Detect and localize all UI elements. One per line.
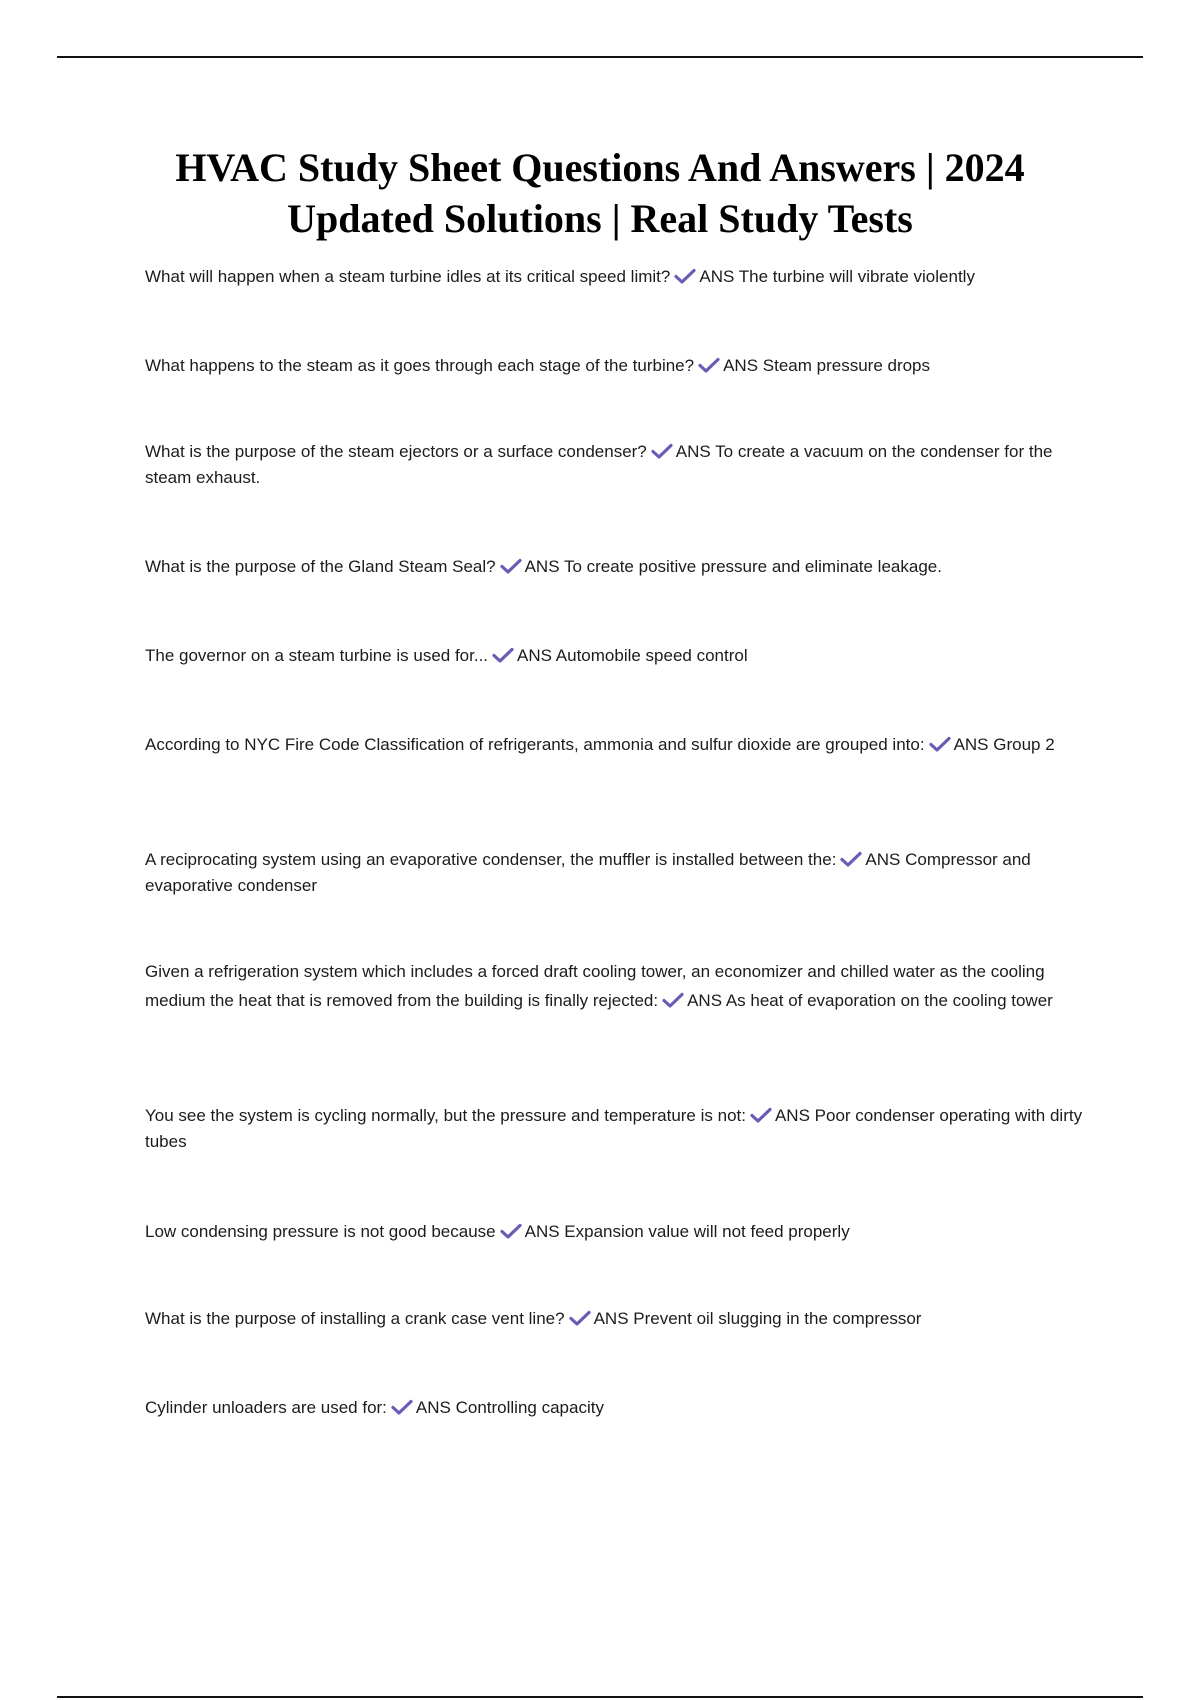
answer-text: ANS Compressor and evaporative condenser [145,850,1031,895]
checkmark-icon [674,268,696,284]
checkmark-icon [698,357,720,373]
checkmark-icon [492,647,514,663]
question-text: What happens to the steam as it goes through each stage of the turbine? [145,356,695,375]
answer-text: ANS Prevent oil slugging in the compressor [593,1309,922,1328]
qa-item [145,1306,1085,1332]
question-text: What is the purpose of the Gland Steam Seal? [145,557,496,576]
qa-item [145,353,1085,379]
qa-item [145,957,1085,1015]
bottom-rule [57,1696,1143,1698]
question-text: What is the purpose of the steam ejectors or a surface condenser? [145,442,647,461]
checkmark-icon [569,1310,591,1326]
question-text: What is the purpose of installing a crank case vent line? [145,1309,565,1328]
answer-text: ANS Expansion value will not feed properly [524,1222,850,1241]
question-text: Cylinder unloaders are used for: [145,1398,387,1417]
question-text: According to NYC Fire Code Classification of refrigerants, ammonia and sulfur dioxide are grouped into: [145,735,925,754]
checkmark-icon [500,558,522,574]
checkmark-icon [500,1223,522,1239]
checkmark-icon [662,992,684,1008]
question-text: The governor on a steam turbine is used for... [145,646,489,665]
checkmark-icon [840,851,862,867]
answer-text: ANS Poor condenser operating with dirty tubes [145,1106,1083,1151]
qa-item [145,643,1085,669]
qa-item [145,264,1085,290]
answer-text: ANS To create a vacuum on the condenser for the steam exhaust. [145,442,1053,487]
question-text: Given a refrigeration system which includes a forced draft cooling tower, an economizer and chilled water as the cooling medium the heat that is removed from the building is finally rejected: [145,962,1045,1010]
question-text: You see the system is cycling normally, but the pressure and temperature is not: [145,1106,746,1125]
qa-item [145,847,1085,899]
answer-text: ANS As heat of evaporation on the cooling tower [687,991,1053,1010]
page-title: HVAC Study Sheet Questions And Answers | 2024 Updated Solutions | Real Study Tests [175,145,1025,241]
qa-item [145,1395,1085,1421]
checkmark-icon [750,1107,772,1123]
answer-text: ANS Controlling capacity [415,1398,604,1417]
checkmark-icon [391,1399,413,1415]
qa-item [145,439,1085,491]
qa-item [145,554,1085,580]
qa-item [145,1219,1085,1245]
qa-item [145,1103,1085,1155]
top-rule [57,56,1143,58]
answer-text: ANS To create positive pressure and eliminate leakage. [524,557,942,576]
answer-text: ANS Automobile speed control [517,646,748,665]
question-text: Low condensing pressure is not good because [145,1222,496,1241]
answer-text: ANS Group 2 [953,735,1055,754]
answer-text: ANS The turbine will vibrate violently [699,267,975,286]
checkmark-icon [929,736,951,752]
question-text: What will happen when a steam turbine idles at its critical speed limit? [145,267,671,286]
question-text: A reciprocating system using an evaporative condenser, the muffler is installed between the: [145,850,837,869]
answer-text: ANS Steam pressure drops [723,356,931,375]
checkmark-icon [651,443,673,459]
qa-item [145,732,1085,758]
